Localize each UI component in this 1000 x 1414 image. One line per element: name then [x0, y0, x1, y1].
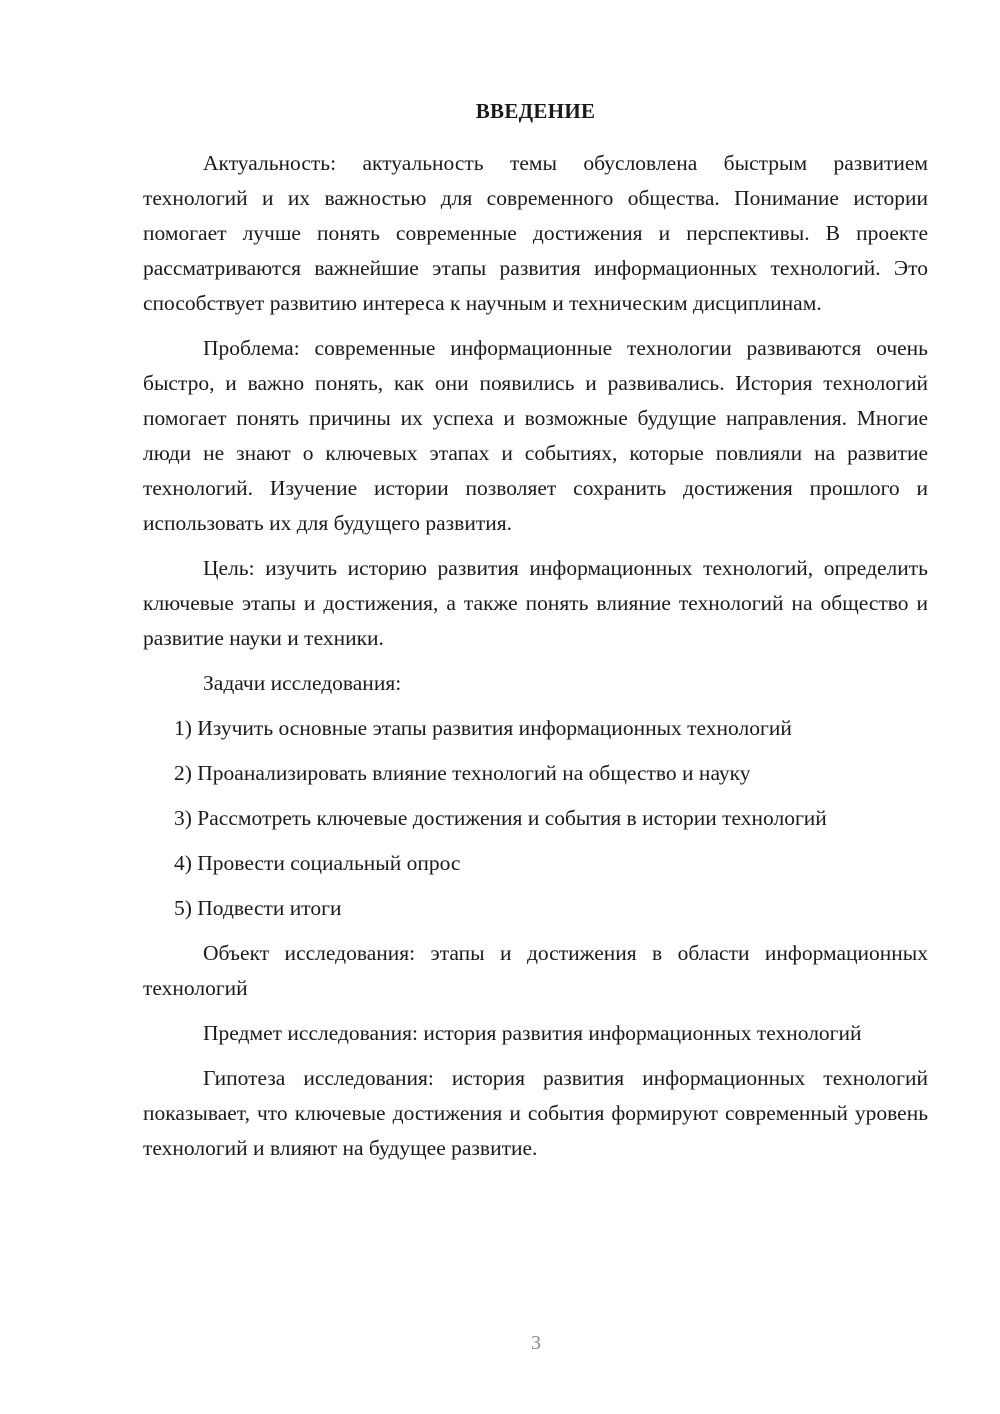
relevance-paragraph: Актуальность: актуальность темы обусловлена быстрым развитием технологий и их важностью для современного общества. Понимание истории помогает лучше понять современные достижения и перспективы. В проекте рассматриваются важнейшие этапы развития информационных технологий. Это способствует развитию интереса к научным и техническим дисциплинам.	[143, 151, 928, 315]
subject-paragraph: Предмет исследования: история развития информационных технологий	[203, 1021, 862, 1045]
task-list	[143, 711, 928, 926]
problem-paragraph: Проблема: современные информационные технологии развиваются очень быстро, и важно понять, как они появились и развивались. История технологий помогает понять причины их успеха и возможные будущие направления. Многие люди не знают о ключевых этапах и событиях, которые повлияли на развитие технологий. Изучение истории позволяет сохранить достижения прошлого и использовать их для будущего развития.	[143, 336, 928, 535]
task-item: 3) Рассмотреть ключевые достижения и события в истории технологий	[174, 806, 827, 830]
page-number: 3	[531, 1332, 541, 1354]
goal-paragraph: Цель: изучить историю развития информационных технологий, определить ключевые этапы и достижения, а также понять влияние технологий на общество и развитие науки и техники.	[143, 556, 928, 650]
task-item: 4) Провести социальный опрос	[174, 851, 461, 875]
tasks-heading: Задачи исследования:	[203, 671, 402, 695]
task-item: 5) Подвести итоги	[174, 896, 342, 920]
task-item: 2) Проанализировать влияние технологий на общество и науку	[174, 761, 751, 785]
document-page	[143, 96, 928, 1176]
task-item: 1) Изучить основные этапы развития информационных технологий	[174, 716, 792, 740]
hypothesis-paragraph: Гипотеза исследования: история развития информационных технологий показывает, что ключевые достижения и события формируют современный уровень технологий и влияют на будущее развитие.	[143, 1066, 928, 1160]
page-title: ВВЕДЕНИЕ	[475, 99, 596, 123]
object-paragraph: Объект исследования: этапы и достижения в области информационных технологий	[143, 941, 928, 1000]
